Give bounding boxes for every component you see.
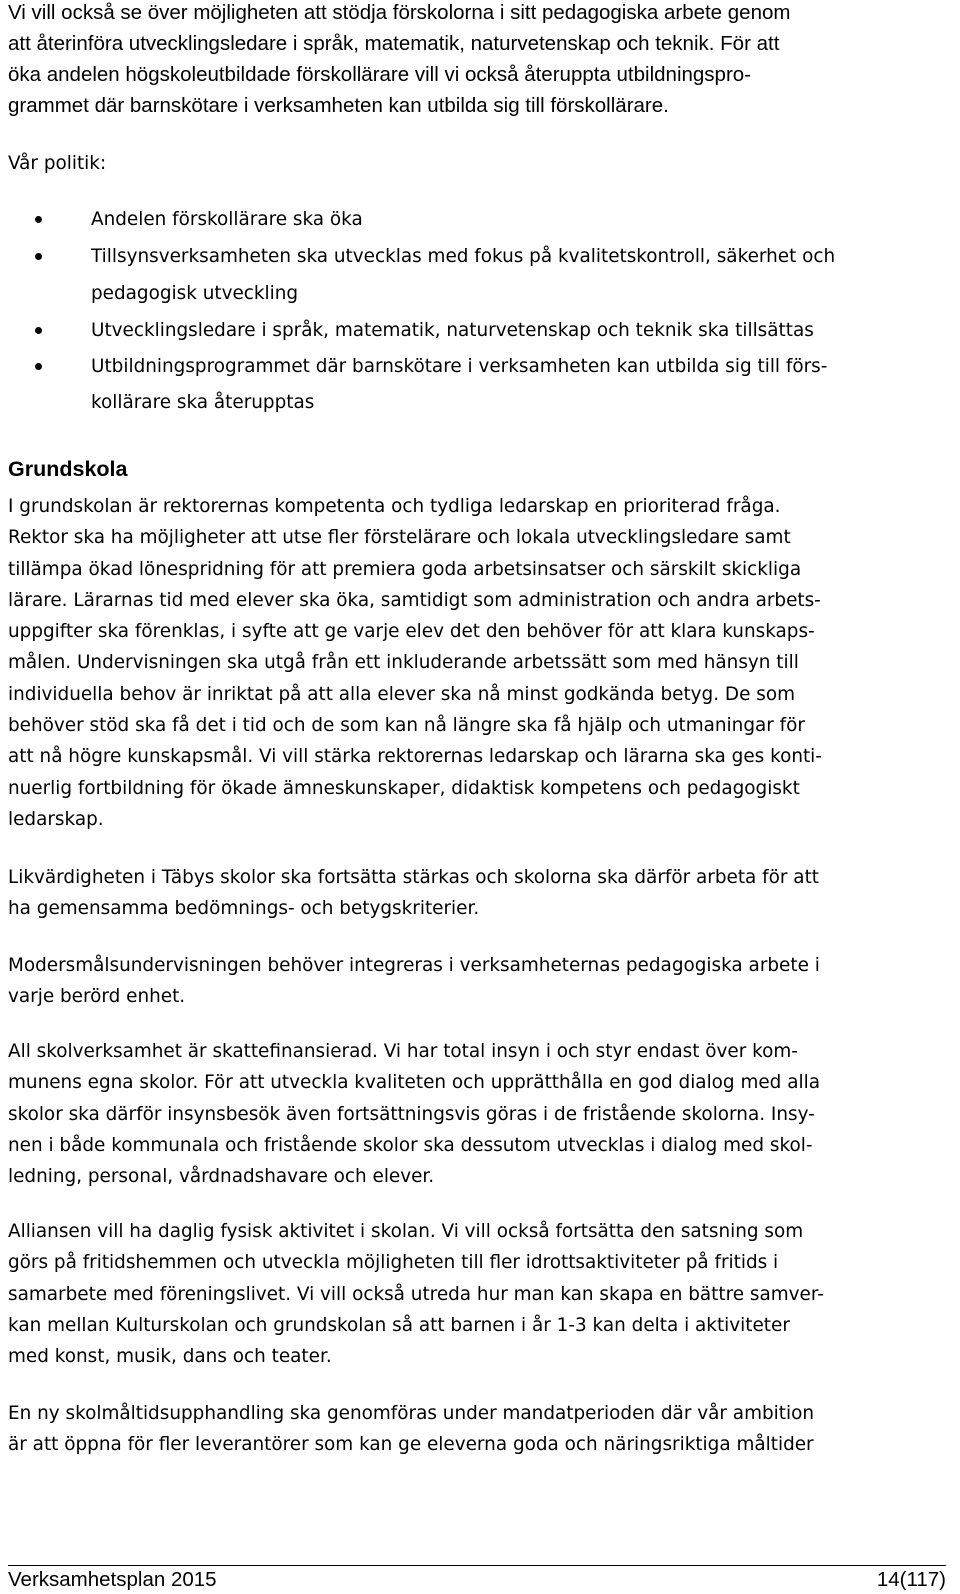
text-line: grammet där barnskötare i verksamheten kan utbilda sig till förskollärare. — [8, 94, 669, 117]
text-line: Tillsynsverksamheten ska utvecklas med fokus på kvalitetskontroll, säkerhet och — [91, 246, 836, 268]
text-line: Vi vill också se över möjligheten att stödja förskolorna i sitt pedagogiska arbete genom — [8, 1, 791, 24]
text-line: Modersmålsundervisningen behöver integreras i verksamheternas pedagogiska arbete i — [8, 955, 820, 976]
text-line: att nå högre kunskapsmål. Vi vill stärka rektorernas ledarskap och lärarna ska ges konti- — [8, 746, 822, 768]
text-line: varje berörd enhet. — [8, 986, 186, 1008]
text-line: Utvecklingsledare i språk, matematik, naturvetenskap och teknik ska tillsättas — [91, 319, 814, 341]
text-line: Likvärdigheten i Täbys skolor ska fortsätta stärkas och skolorna ska därför arbeta för att — [8, 867, 819, 888]
body-paragraph — [8, 862, 948, 925]
text-line: kan mellan Kulturskolan och grundskolan så att barnen i år 1-3 kan delta i aktiviteter — [8, 1314, 790, 1336]
text-line: All skolverksamhet är skattefinansierad. Vi har total insyn i och styr endast över kom- — [8, 1041, 798, 1062]
text-line: behöver stöd ska få det i tid och de som kan nå längre ska få hjälp och utmaningar för — [8, 715, 805, 737]
text-line: är att öppna för fler leverantörer som kan ge eleverna goda och näringsriktiga måltider — [8, 1434, 814, 1456]
text-line: kollärare ska återupptas — [91, 392, 315, 414]
text-line: målen. Undervisningen ska utgå från ett inkluderande arbetssätt som med hänsyn till — [8, 652, 799, 674]
footer-document-title: Verksamhetsplan 2015 — [8, 1568, 217, 1591]
text-line: Rektor ska ha möjligheter att utse fler förstelärare och lokala utvecklingsledare samt — [8, 527, 791, 549]
politik-list — [0, 204, 960, 419]
section-heading: Grundskola — [8, 457, 128, 481]
text-line: nen i både kommunala och fristående skolor ska dessutom utvecklas i dialog med skol- — [8, 1134, 813, 1156]
body-paragraph — [8, 491, 948, 835]
text-line: lärare. Lärarnas tid med elever ska öka, samtidigt som administration och andra arbets- — [8, 589, 821, 611]
text-line: En ny skolmåltidsupphandling ska genomföras under mandatperioden där vår ambition — [8, 1403, 814, 1424]
text-line: Alliansen vill ha daglig fysisk aktivitet i skolan. Vi vill också fortsätta den satsning som — [8, 1221, 804, 1242]
bullet-icon — [35, 327, 42, 334]
text-line: att återinföra utvecklingsledare i språk, matematik, naturvetenskap och teknik. För att — [8, 32, 780, 55]
body-paragraph — [8, 1216, 948, 1372]
intro-paragraph — [8, 0, 948, 121]
text-line: Utbildningsprogrammet där barnskötare i verksamheten kan utbilda sig till förs- — [91, 356, 828, 378]
list-item — [0, 241, 960, 309]
body-paragraph — [8, 1036, 948, 1192]
body-paragraph — [8, 950, 948, 1013]
text-line: ledning, personal, vårdnadshavare och elever. — [8, 1166, 435, 1188]
list-item — [0, 204, 960, 235]
text-line: uppgifter ska förenklas, i syfte att ge varje elev det den behöver för att klara kunskaps- — [8, 621, 815, 643]
page-footer — [8, 1565, 946, 1594]
text-line: Andelen förskollärare ska öka — [91, 209, 363, 230]
politik-label: Vår politik: — [8, 153, 107, 174]
text-line: nuerlig fortbildning för ökade ämneskunskaper, didaktisk kompetens och pedagogiskt — [8, 777, 800, 799]
text-line: ha gemensamma bedömnings- och betygskriterier. — [8, 898, 480, 920]
text-line: munens egna skolor. För att utveckla kvaliteten och upprätthålla en god dialog med alla — [8, 1072, 820, 1094]
text-line: öka andelen högskoleutbildade förskollärare vill vi också återuppta utbildningspro- — [8, 63, 752, 86]
text-line: görs på fritidshemmen och utveckla möjligheten till fler idrottsaktiviteter på fritids i — [8, 1252, 779, 1274]
text-line: individuella behov är inriktat på att alla elever ska nå minst godkända betyg. De som — [8, 683, 795, 705]
body-paragraph — [8, 1398, 948, 1461]
bullet-icon — [35, 363, 42, 370]
footer-page-number: 14(117) — [876, 1568, 946, 1591]
text-line: samarbete med föreningslivet. Vi vill också utreda hur man kan skapa en bättre samver- — [8, 1283, 824, 1305]
text-line: I grundskolan är rektorernas kompetenta och tydliga ledarskap en prioriterad fråga. — [8, 496, 781, 517]
bullet-icon — [35, 216, 42, 223]
text-line: tillämpa ökad lönespridning för att premiera goda arbetsinsatser och särskilt skickliga — [8, 558, 802, 580]
list-item — [0, 351, 960, 419]
text-line: med konst, musik, dans och teater. — [8, 1346, 332, 1368]
text-line: pedagogisk utveckling — [91, 282, 299, 304]
bullet-icon — [35, 253, 42, 260]
list-item — [0, 315, 960, 346]
text-line: skolor ska därför insynsbesök även fortsättningsvis göras i de fristående skolorna. Insy- — [8, 1103, 815, 1125]
text-line: ledarskap. — [8, 808, 104, 830]
